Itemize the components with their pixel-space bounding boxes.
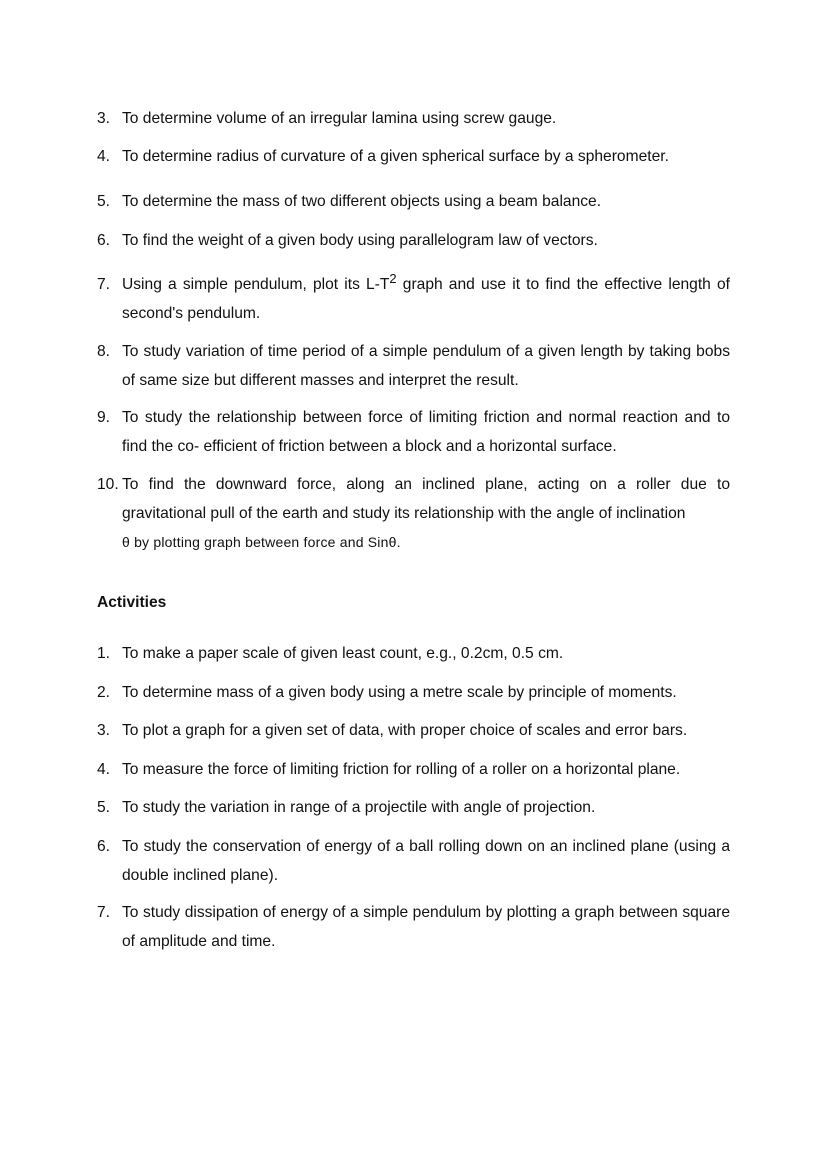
experiment-item-4: [97, 142, 730, 171]
item-number: 4.: [97, 148, 111, 165]
experiment-item-8: [97, 337, 730, 395]
item-number: 6.: [97, 232, 111, 249]
item-text: To study dissipation of energy of a simple pendulum by plotting a graph between square of amplitude and time.: [122, 904, 730, 950]
item-text-part: θ by plotting graph between force and Sinθ.: [122, 534, 401, 550]
experiment-item-10: [97, 470, 730, 557]
activity-item-4: [97, 755, 730, 784]
item-text: [122, 270, 730, 328]
superscript: 2: [389, 271, 397, 286]
item-number: 4.: [97, 761, 111, 778]
item-number: 8.: [97, 343, 111, 360]
item-text: To study variation of time period of a simple pendulum of a given length by taking bobs of same size but different masses and interpret the result.: [122, 343, 730, 389]
item-text: To determine radius of curvature of a given spherical surface by a spherometer.: [122, 148, 669, 165]
item-number: 7.: [97, 904, 111, 921]
activity-item-1: [97, 639, 730, 668]
item-text: To determine volume of an irregular lamina using screw gauge.: [122, 110, 557, 127]
item-text: [122, 470, 730, 557]
item-number: 5.: [97, 799, 111, 816]
item-number: 5.: [97, 193, 111, 210]
item-text-part: graph and use it to find the effective length of second's pendulum.: [122, 276, 730, 322]
experiment-item-9: [97, 403, 730, 461]
item-text: To find the weight of a given body using parallelogram law of vectors.: [122, 232, 598, 249]
activity-item-3: [97, 716, 730, 745]
item-text: To study the relationship between force of limiting friction and normal reaction and to find the co- efficient of friction between a block and a horizontal surface.: [122, 409, 730, 455]
activity-item-6: [97, 832, 730, 890]
item-text: To make a paper scale of given least count, e.g., 0.2cm, 0.5 cm.: [122, 645, 564, 662]
activity-item-2: [97, 678, 730, 707]
activities-heading: Activities: [97, 594, 167, 611]
item-text: To study the variation in range of a projectile with angle of projection.: [122, 799, 596, 816]
activity-item-7: [97, 898, 730, 956]
item-number: 10.: [97, 476, 119, 493]
item-text: To study the conservation of energy of a ball rolling down on an inclined plane (using a double inclined plane).: [122, 838, 730, 884]
activity-item-5: [97, 793, 730, 822]
item-number: 3.: [97, 722, 111, 739]
experiment-item-5: [97, 187, 730, 216]
item-number: 6.: [97, 838, 111, 855]
item-text-part: Using a simple pendulum, plot its L-T: [122, 276, 390, 293]
experiment-item-6: [97, 226, 730, 255]
item-number: 2.: [97, 684, 111, 701]
item-text: To plot a graph for a given set of data, with proper choice of scales and error bars.: [122, 722, 688, 739]
item-number: 7.: [97, 276, 111, 293]
item-text-part: To find the downward force, along an inclined plane, acting on a roller due to gravitational pull of the earth and study its relationship with the angle of inclination: [122, 476, 730, 522]
experiment-item-3: [97, 104, 730, 133]
item-text: To determine the mass of two different objects using a beam balance.: [122, 193, 602, 210]
item-text: To measure the force of limiting friction for rolling of a roller on a horizontal plane.: [122, 761, 681, 778]
item-number: 9.: [97, 409, 111, 426]
item-number: 1.: [97, 645, 111, 662]
item-number: 3.: [97, 110, 111, 127]
item-text: To determine mass of a given body using a metre scale by principle of moments.: [122, 684, 677, 701]
experiment-item-7: [97, 270, 730, 328]
